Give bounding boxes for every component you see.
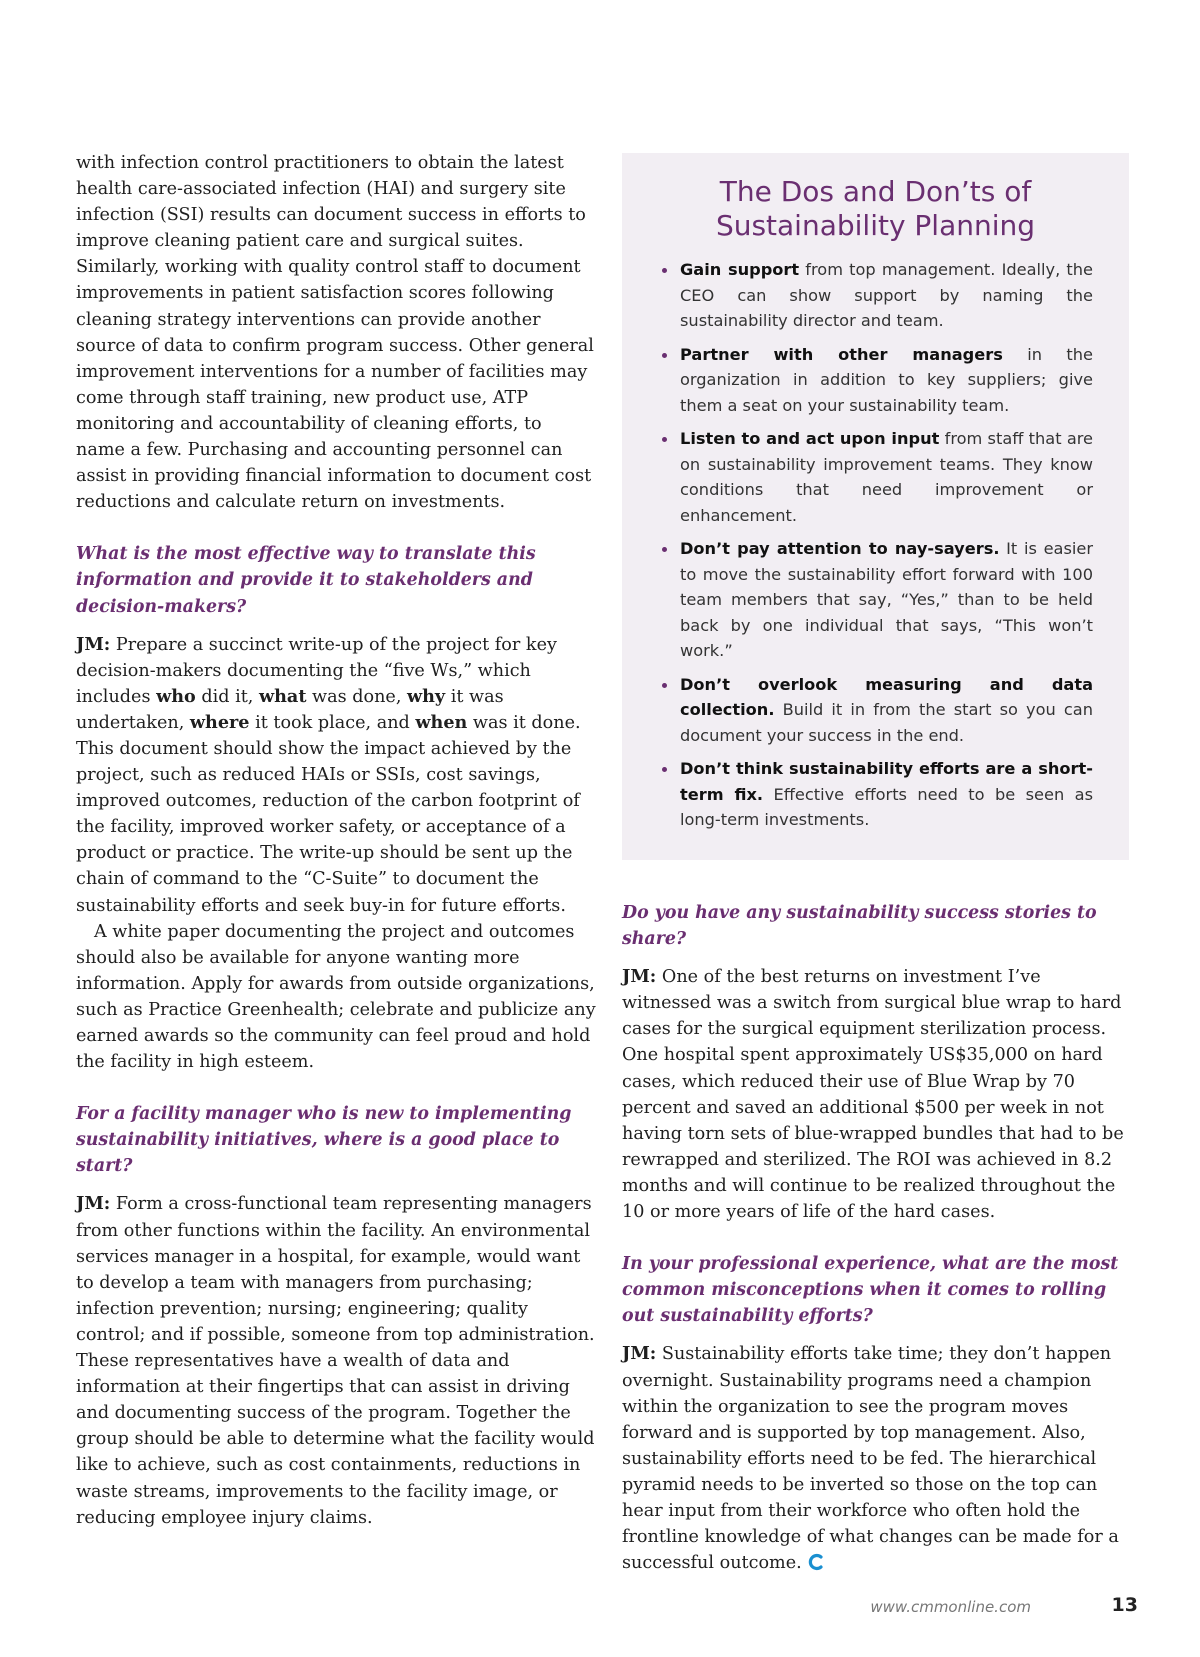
question-heading: In your professional experience, what are the most common misconceptions when it comes to rolling out sustainability efforts? xyxy=(622,1254,1119,1327)
emphasis-who: who xyxy=(156,685,196,707)
right-column xyxy=(622,900,1130,1576)
emphasis-what: what xyxy=(258,685,307,707)
bullet-icon xyxy=(662,767,667,772)
sidebar-title: The Dos and Don’ts of Sustainability Planning xyxy=(715,175,1036,242)
answer-text: Sustainability efforts take time; they don’t happen overnight. Sustainability programs need a champion within the organization to see the program moves forward and is supported by top management. Also, sustainability efforts need to be fed. The hierarchical pyramid needs to be inverted so those on the top can hear input from their workforce who often hold the frontline knowledge of what changes can be made for a successful outcome. xyxy=(622,1344,1119,1574)
list-item xyxy=(658,342,1093,419)
emphasis-why: why xyxy=(407,685,446,707)
emphasis-where: where xyxy=(189,711,250,733)
answer-text: Prepare a succinct write-up of the project for key decision-makers documenting the “five Ws,” which includes xyxy=(76,634,557,707)
item-text: from top management. Ideally, the CEO can show support by naming the sustainability director and team. xyxy=(680,260,1093,330)
list-item xyxy=(658,257,1093,334)
item-bold: Listen to and act upon input xyxy=(680,429,940,448)
answer-paragraph xyxy=(76,1191,596,1530)
sidebar-list xyxy=(658,257,1093,833)
item-text: from staff that are on sustainability improvement teams. They know conditions that need improvement or enhancement. xyxy=(680,429,1093,525)
answer-paragraph xyxy=(76,632,596,919)
item-text: in the organization in addition to key suppliers; give them a seat on your sustainability team. xyxy=(680,344,1093,415)
answer-paragraph xyxy=(622,1341,1130,1576)
jm-label: JM: xyxy=(622,1343,657,1365)
footer-url: www.cmmonline.com xyxy=(870,1598,1031,1616)
bullet-icon xyxy=(662,268,667,273)
item-text: It is easier to move the sustainability effort forward with 100 team members that say, “Yes,” than to be held back by one individual that says, “This won’t work.” xyxy=(680,539,1093,660)
answer-text: was done, xyxy=(306,686,407,707)
jm-label: JM: xyxy=(76,633,111,655)
list-item xyxy=(658,756,1093,833)
answer-text: One of the best returns on investment I’ve witnessed was a switch from surgical blue wrap to hard cases for the surgical equipment sterilization process. One hospital spent approximately US$35,000 on hard cases, which reduced their use of Blue Wrap by 70 percent and saved an additional $500 per week in not having torn sets of blue-wrapped bundles that had to be rewrapped and sterilized. The ROI was achieved in 8.2 months and will continue to be realized throughout the 10 or more years of life of the hard cases. xyxy=(622,967,1124,1223)
item-text: Effective efforts need to be seen as long-term investments. xyxy=(680,784,1094,829)
answer-text: Form a cross-functional team representing managers from other functions within the facility. An environmental services manager in a hospital, for example, would want to develop a team with managers from purchasing; infection prevention; nursing; engineering; quality control; and if possible, someone from top administration. These representatives have a wealth of data and information at their fingertips that can assist in driving and documenting success of the program. Together the group should be able to determine what the facility would like to achieve, such as cost containments, reductions in waste streams, improvements to the facility image, or reducing employee injury claims. xyxy=(76,1194,595,1528)
list-item xyxy=(658,672,1093,749)
answer-paragraph xyxy=(622,964,1130,1225)
left-column xyxy=(76,150,596,1531)
question-heading: Do you have any sustainability success stories to share? xyxy=(622,903,1097,950)
dos-donts-sidebar xyxy=(622,153,1129,860)
page-number: 13 xyxy=(1111,1594,1138,1616)
bullet-icon xyxy=(662,353,667,358)
item-bold: Partner with other managers xyxy=(680,344,1003,364)
answer-text: did it, xyxy=(195,686,259,707)
item-text: Build it in from the start so you can document your success in the end. xyxy=(680,700,1093,745)
list-item xyxy=(658,426,1093,528)
answer-text: was it done. This document should show the impact achieved by the project, such as reduced HAIs or SSIs, cost savings, improved outcomes, reduction of the carbon footprint of the facility, improved worker safety, or acceptance of a product or practice. The write-up should be sent up the chain of command to the “C-Suite” to document the sustainability efforts and seek buy-in for future efforts. xyxy=(76,712,581,916)
question-heading: For a facility manager who is new to implementing sustainability initiatives, where is a good place to start? xyxy=(76,1104,572,1177)
jm-label: JM: xyxy=(76,1193,111,1215)
body-paragraph: with infection control practitioners to obtain the latest health care-associated infection (HAI) and surgery site infection (SSI) results can document success in efforts to improve cleaning patient care and surgical suites. Similarly, working with quality control staff to document improvements in patient satisfaction scores following cleaning strategy interventions can provide another source of data to confirm program success. Other general improvement interventions for a number of facilities may come through staff training, new product use, ATP monitoring and accountability of cleaning efforts, to name a few. Purchasing and accounting personnel can assist in providing financial information to document cost reductions and calculate return on investments. xyxy=(76,153,594,513)
item-bold: Don’t overlook measuring and data collection. xyxy=(680,674,1093,719)
item-bold: Don’t think sustainability efforts are a short-term fix. xyxy=(680,759,1093,804)
question-heading: What is the most effective way to translate this information and provide it to stakeholders and decision-makers? xyxy=(76,544,536,617)
jm-label: JM: xyxy=(622,966,657,988)
list-item xyxy=(658,536,1093,664)
magazine-logo-icon xyxy=(808,1553,824,1571)
item-bold: Gain support xyxy=(680,260,800,279)
bullet-icon xyxy=(662,683,667,688)
emphasis-when: when xyxy=(415,711,468,733)
body-paragraph: A white paper documenting the project and outcomes should also be available for anyone wanting more information. Apply for awards from outside organizations, such as Practice Greenhealth; celebrate and publicize any earned awards so the community can feel proud and hold the facility in high esteem. xyxy=(76,921,596,1073)
bullet-icon xyxy=(662,547,667,552)
answer-text: it was undertaken, xyxy=(76,686,504,733)
answer-text: it took place, and xyxy=(249,712,416,733)
item-bold: Don’t pay attention to nay-sayers. xyxy=(680,539,1000,558)
bullet-icon xyxy=(662,437,667,442)
